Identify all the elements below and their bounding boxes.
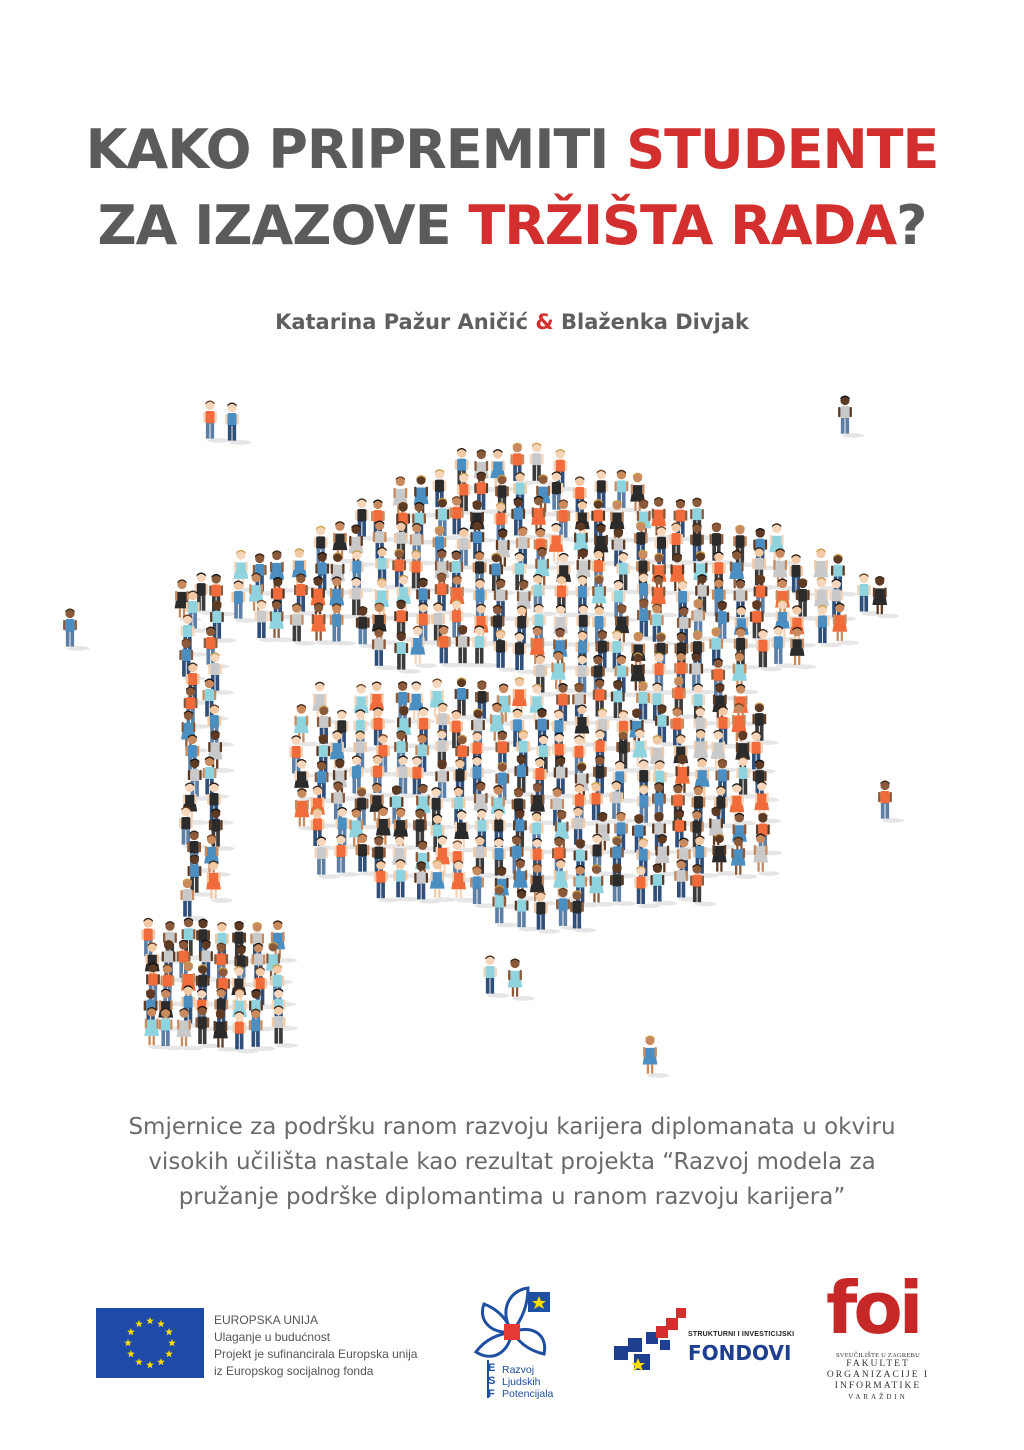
foi-text: SVEUČILIŠTE U ZAGREBU FAKULTET ORGANIZACIJE I INFORMATIKE VARAŽDIN	[826, 1352, 930, 1401]
eu-text: EUROPSKA UNIJA Ulaganje u budućnost Projekt je sufinancirala Europska unija iz Europskog socijalnog fonda	[214, 1313, 418, 1378]
author-ampersand: &	[535, 310, 554, 334]
title-line-2: ZA IZAZOVE TRŽIŠTA RADA?	[97, 194, 927, 257]
person-figure	[690, 498, 716, 540]
person-figure	[204, 626, 230, 668]
person-figure	[878, 780, 904, 822]
person-figure	[483, 955, 509, 997]
person-figure	[208, 652, 234, 694]
person-figure	[210, 600, 236, 642]
person-figure	[203, 756, 229, 798]
person-figure	[610, 864, 636, 906]
fondovi-title: FONDOVI	[688, 1341, 792, 1365]
person-figure	[832, 603, 859, 645]
person-figure	[209, 808, 235, 850]
esf-letters: ESF	[488, 1362, 496, 1400]
person-figure	[450, 599, 476, 641]
person-figure	[207, 782, 233, 824]
person-figure	[508, 958, 535, 1000]
person-figure	[372, 628, 398, 670]
person-figure	[269, 550, 296, 592]
person-figure	[334, 834, 360, 876]
fondovi-small-text: STRUKTURNI I INVESTICIJSKI	[688, 1331, 795, 1338]
person-figure	[369, 681, 396, 723]
person-figure	[225, 402, 251, 444]
subtitle: Smjernice za podršku ranom razvoju karijera diplomanata u okviru visokih učilišta nastale kao rezultat projekta “Razvoj modela za pružanje podrške diplomantima u ranom razvoju karijera”	[128, 1114, 896, 1210]
crowd-graduation-cap-illustration	[0, 380, 1024, 1100]
author-1: Katarina Pažur Aničić	[275, 310, 529, 334]
person-figure	[350, 550, 376, 592]
person-figure	[530, 812, 556, 854]
person-figure	[63, 608, 89, 650]
person-figure	[207, 704, 233, 746]
eu-flag-icon	[96, 1308, 204, 1378]
person-figure	[530, 838, 556, 880]
esf-text: Razvoj Ljudskih Potencijala	[502, 1364, 554, 1400]
person-figure	[208, 730, 235, 772]
person-figure	[489, 553, 515, 595]
person-figure	[429, 787, 455, 829]
person-figure	[410, 626, 437, 668]
person-figure	[470, 756, 496, 798]
page-title	[0, 112, 1024, 264]
authors	[0, 310, 1024, 334]
title-line-1: KAKO PRIPREMITI STUDENTE	[85, 118, 939, 181]
person-figure	[330, 603, 356, 645]
person-figure	[838, 395, 864, 437]
person-figure	[314, 836, 340, 878]
person-figure	[589, 864, 616, 906]
person-figure	[206, 860, 233, 902]
person-figure	[534, 891, 560, 933]
person-figure	[670, 707, 696, 749]
person-figure	[592, 550, 618, 592]
author-2: Blaženka Divjak	[561, 310, 749, 334]
foi-logo: foi	[826, 1266, 920, 1350]
person-figure	[643, 1035, 670, 1077]
